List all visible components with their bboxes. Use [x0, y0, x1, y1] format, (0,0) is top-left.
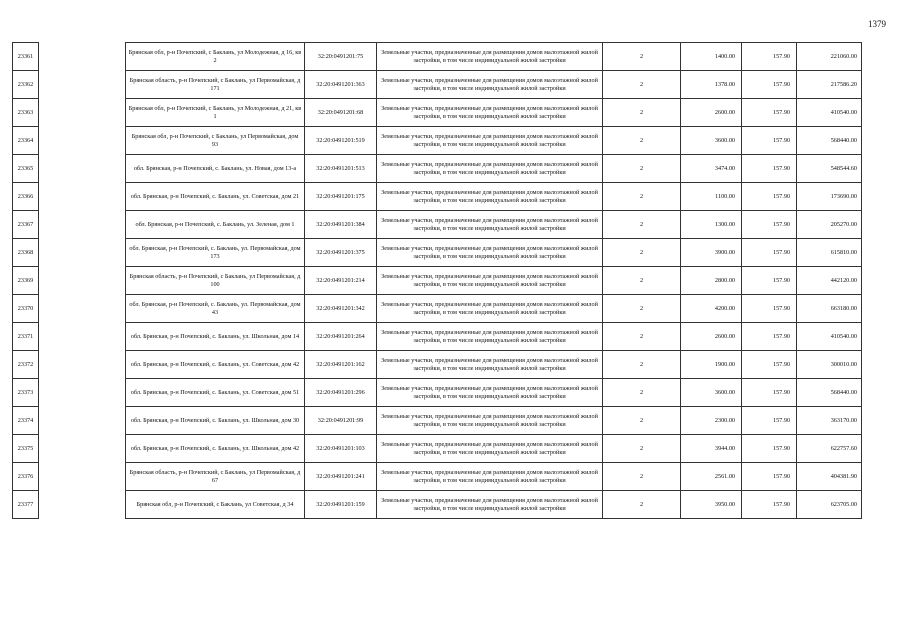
cadastral-number-cell: 32:20:0491201:264 [305, 323, 377, 351]
cadastral-number-cell: 32:20:0491201:214 [305, 267, 377, 295]
area-cell: 2600.00 [681, 323, 742, 351]
category-cell: 2 [603, 491, 681, 519]
area-cell: 1900.00 [681, 351, 742, 379]
table-row [13, 351, 862, 379]
cadastral-number-cell: 32:20:0491201:103 [305, 435, 377, 463]
cadastral-cost-cell: 410540.00 [797, 323, 862, 351]
cadastral-number-cell: 32:20:0491201:175 [305, 183, 377, 211]
category-cell: 2 [603, 71, 681, 99]
cadastral-cost-cell: 410540.00 [797, 99, 862, 127]
land-use-cell: Земельные участки, предназначенные для размещения домов малоэтажной жилой застройки, в том числе индивидуальной жилой застройки [377, 155, 603, 183]
rate-cell: 157.90 [742, 407, 797, 435]
rate-cell: 157.90 [742, 43, 797, 71]
row-number: 23375 [13, 435, 39, 463]
row-number: 23367 [13, 211, 39, 239]
cadastral-cost-cell: 663180.00 [797, 295, 862, 323]
empty-cell [39, 43, 126, 71]
row-number: 23362 [13, 71, 39, 99]
cadastral-cost-cell: 622757.60 [797, 435, 862, 463]
empty-cell [39, 155, 126, 183]
rate-cell: 157.90 [742, 295, 797, 323]
address-cell: Брянская обл, р-н Почепский, с Баклань, ул Советская, д 34 [126, 491, 305, 519]
land-use-cell: Земельные участки, предназначенные для размещения домов малоэтажной жилой застройки, в том числе индивидуальной жилой застройки [377, 295, 603, 323]
rate-cell: 157.90 [742, 379, 797, 407]
category-cell: 2 [603, 435, 681, 463]
category-cell: 2 [603, 183, 681, 211]
cadastral-number-cell: 32:20:0491201:162 [305, 351, 377, 379]
row-number: 23370 [13, 295, 39, 323]
cadastral-cost-cell: 442120.00 [797, 267, 862, 295]
cadastral-cost-cell: 404381.90 [797, 463, 862, 491]
rate-cell: 157.90 [742, 435, 797, 463]
cadastral-number-cell: 32:20:0491201:68 [305, 99, 377, 127]
empty-cell [39, 183, 126, 211]
cadastral-number-cell: 32:20:0491201:241 [305, 463, 377, 491]
land-use-cell: Земельные участки, предназначенные для размещения домов малоэтажной жилой застройки, в том числе индивидуальной жилой застройки [377, 379, 603, 407]
row-number: 23377 [13, 491, 39, 519]
table-row [13, 211, 862, 239]
table-row [13, 183, 862, 211]
rate-cell: 157.90 [742, 127, 797, 155]
cadastral-number-cell: 32:20:0491201:519 [305, 127, 377, 155]
address-cell: Брянская область, р-н Почепский, с Баклань, ул Первомайская, д 171 [126, 71, 305, 99]
row-number: 23369 [13, 267, 39, 295]
rate-cell: 157.90 [742, 351, 797, 379]
category-cell: 2 [603, 211, 681, 239]
rate-cell: 157.90 [742, 155, 797, 183]
area-cell: 3950.00 [681, 491, 742, 519]
category-cell: 2 [603, 295, 681, 323]
address-cell: обл. Брянская, р-н Почепский, с. Баклань, ул. Новая, дом 13-а [126, 155, 305, 183]
empty-cell [39, 267, 126, 295]
land-use-cell: Земельные участки, предназначенные для размещения домов малоэтажной жилой застройки, в том числе индивидуальной жилой застройки [377, 239, 603, 267]
land-use-cell: Земельные участки, предназначенные для размещения домов малоэтажной жилой застройки, в том числе индивидуальной жилой застройки [377, 211, 603, 239]
land-use-cell: Земельные участки, предназначенные для размещения домов малоэтажной жилой застройки, в том числе индивидуальной жилой застройки [377, 435, 603, 463]
land-use-cell: Земельные участки, предназначенные для размещения домов малоэтажной жилой застройки, в том числе индивидуальной жилой застройки [377, 491, 603, 519]
land-use-cell: Земельные участки, предназначенные для размещения домов малоэтажной жилой застройки, в том числе индивидуальной жилой застройки [377, 267, 603, 295]
table-row [13, 491, 862, 519]
empty-cell [39, 323, 126, 351]
table-row [13, 99, 862, 127]
land-use-cell: Земельные участки, предназначенные для размещения домов малоэтажной жилой застройки, в том числе индивидуальной жилой застройки [377, 407, 603, 435]
cadastral-number-cell: 32:20:0491201:513 [305, 155, 377, 183]
row-number: 23368 [13, 239, 39, 267]
cadastral-number-cell: 32:20:0491201:375 [305, 239, 377, 267]
address-cell: обл. Брянская, р-н Почепский, с. Баклань, ул. Школьная, дом 14 [126, 323, 305, 351]
empty-cell [39, 127, 126, 155]
table-row [13, 379, 862, 407]
area-cell: 3600.00 [681, 379, 742, 407]
cadastral-cost-cell: 623705.00 [797, 491, 862, 519]
empty-cell [39, 211, 126, 239]
table-row [13, 407, 862, 435]
area-cell: 1300.00 [681, 211, 742, 239]
area-cell: 1400.00 [681, 43, 742, 71]
cadastral-cost-cell: 615810.00 [797, 239, 862, 267]
land-use-cell: Земельные участки, предназначенные для размещения домов малоэтажной жилой застройки, в том числе индивидуальной жилой застройки [377, 351, 603, 379]
land-use-cell: Земельные участки, предназначенные для размещения домов малоэтажной жилой застройки, в том числе индивидуальной жилой застройки [377, 71, 603, 99]
cadastral-cost-cell: 363170.00 [797, 407, 862, 435]
empty-cell [39, 351, 126, 379]
cadastral-cost-cell: 173690.00 [797, 183, 862, 211]
address-cell: обл. Брянская, р-н Почепский, с. Баклань, ул. Советская, дом 51 [126, 379, 305, 407]
category-cell: 2 [603, 99, 681, 127]
row-number: 23363 [13, 99, 39, 127]
row-number: 23365 [13, 155, 39, 183]
area-cell: 2300.00 [681, 407, 742, 435]
table-row [13, 71, 862, 99]
category-cell: 2 [603, 43, 681, 71]
table-row [13, 323, 862, 351]
area-cell: 3474.00 [681, 155, 742, 183]
cadastral-cost-cell: 568440.00 [797, 127, 862, 155]
table-row [13, 127, 862, 155]
cadastral-cost-cell: 548544.60 [797, 155, 862, 183]
area-cell: 4200.00 [681, 295, 742, 323]
rate-cell: 157.90 [742, 463, 797, 491]
cadastral-cost-cell: 568440.00 [797, 379, 862, 407]
cadastral-number-cell: 32:20:0491201:342 [305, 295, 377, 323]
rate-cell: 157.90 [742, 211, 797, 239]
area-cell: 1100.00 [681, 183, 742, 211]
category-cell: 2 [603, 267, 681, 295]
land-use-cell: Земельные участки, предназначенные для размещения домов малоэтажной жилой застройки, в том числе индивидуальной жилой застройки [377, 99, 603, 127]
cadastral-cost-cell: 300010.00 [797, 351, 862, 379]
category-cell: 2 [603, 379, 681, 407]
address-cell: обл. Брянская, р-н Почепский, с. Баклань, ул. Советская, дом 42 [126, 351, 305, 379]
empty-cell [39, 407, 126, 435]
table-row [13, 267, 862, 295]
row-number: 23361 [13, 43, 39, 71]
page-number: 1379 [868, 19, 886, 29]
row-number: 23376 [13, 463, 39, 491]
category-cell: 2 [603, 463, 681, 491]
category-cell: 2 [603, 155, 681, 183]
address-cell: обл. Брянская, р-н Почепский, с. Баклань, ул. Первомайская, дом 173 [126, 239, 305, 267]
empty-cell [39, 99, 126, 127]
table-row [13, 239, 862, 267]
table-row [13, 463, 862, 491]
rate-cell: 157.90 [742, 239, 797, 267]
area-cell: 2561.00 [681, 463, 742, 491]
rate-cell: 157.90 [742, 323, 797, 351]
rate-cell: 157.90 [742, 183, 797, 211]
empty-cell [39, 71, 126, 99]
table-body [13, 43, 862, 519]
rate-cell: 157.90 [742, 99, 797, 127]
area-cell: 3900.00 [681, 239, 742, 267]
address-cell: обл. Брянская, р-н Почепский, с. Баклань, ул. Школьная, дом 42 [126, 435, 305, 463]
empty-cell [39, 295, 126, 323]
address-cell: обл. Брянская, р-н Почепский, с. Баклань, ул. Школьная, дом 30 [126, 407, 305, 435]
address-cell: Брянская обл, р-н Почепский, с Баклань, ул Молодежная, д 21, кв 1 [126, 99, 305, 127]
area-cell: 2600.00 [681, 99, 742, 127]
rate-cell: 157.90 [742, 491, 797, 519]
row-number: 23372 [13, 351, 39, 379]
cadastral-cost-cell: 217586.20 [797, 71, 862, 99]
land-use-cell: Земельные участки, предназначенные для размещения домов малоэтажной жилой застройки, в том числе индивидуальной жилой застройки [377, 463, 603, 491]
cadastral-number-cell: 32:20:0491201:159 [305, 491, 377, 519]
address-cell: Брянская обл, р-н Почепский, с Баклань, ул Молодежная, д 16, кв 2 [126, 43, 305, 71]
address-cell: обл. Брянская, р-н Почепский, с. Баклань, ул. Зеленая, дом 1 [126, 211, 305, 239]
cadastral-number-cell: 32:20:0491201:384 [305, 211, 377, 239]
area-cell: 3944.00 [681, 435, 742, 463]
table-row [13, 435, 862, 463]
empty-cell [39, 435, 126, 463]
empty-cell [39, 491, 126, 519]
table-row [13, 43, 862, 71]
category-cell: 2 [603, 407, 681, 435]
empty-cell [39, 463, 126, 491]
table-row [13, 295, 862, 323]
rate-cell: 157.90 [742, 267, 797, 295]
empty-cell [39, 379, 126, 407]
table-row [13, 155, 862, 183]
row-number: 23371 [13, 323, 39, 351]
address-cell: Брянская область, р-н Почепский, с Баклань, ул Первомайская, д 67 [126, 463, 305, 491]
cadastral-number-cell: 32:20:0491201:296 [305, 379, 377, 407]
land-use-cell: Земельные участки, предназначенные для размещения домов малоэтажной жилой застройки, в том числе индивидуальной жилой застройки [377, 43, 603, 71]
cadastral-number-cell: 32:20:0491201:99 [305, 407, 377, 435]
cadastral-number-cell: 32:20:0491201:363 [305, 71, 377, 99]
address-cell: Брянская обл, р-н Почепский, с Баклань, ул Первомайская, дом 93 [126, 127, 305, 155]
category-cell: 2 [603, 323, 681, 351]
land-use-cell: Земельные участки, предназначенные для размещения домов малоэтажной жилой застройки, в том числе индивидуальной жилой застройки [377, 183, 603, 211]
row-number: 23364 [13, 127, 39, 155]
rate-cell: 157.90 [742, 71, 797, 99]
land-registry-table [12, 42, 862, 519]
area-cell: 3600.00 [681, 127, 742, 155]
category-cell: 2 [603, 127, 681, 155]
cadastral-cost-cell: 221060.00 [797, 43, 862, 71]
cadastral-cost-cell: 205270.00 [797, 211, 862, 239]
address-cell: обл. Брянская, р-н Почепский, с. Баклань, ул. Советская, дом 21 [126, 183, 305, 211]
area-cell: 1378.00 [681, 71, 742, 99]
address-cell: обл. Брянская, р-н Почепский, с. Баклань, ул. Первомайская, дом 43 [126, 295, 305, 323]
address-cell: Брянская область, р-н Почепский, с Баклань, ул Первомайская, д 100 [126, 267, 305, 295]
cadastral-number-cell: 32:20:0491201:75 [305, 43, 377, 71]
land-use-cell: Земельные участки, предназначенные для размещения домов малоэтажной жилой застройки, в том числе индивидуальной жилой застройки [377, 127, 603, 155]
row-number: 23366 [13, 183, 39, 211]
area-cell: 2800.00 [681, 267, 742, 295]
land-use-cell: Земельные участки, предназначенные для размещения домов малоэтажной жилой застройки, в том числе индивидуальной жилой застройки [377, 323, 603, 351]
row-number: 23373 [13, 379, 39, 407]
row-number: 23374 [13, 407, 39, 435]
empty-cell [39, 239, 126, 267]
category-cell: 2 [603, 351, 681, 379]
category-cell: 2 [603, 239, 681, 267]
